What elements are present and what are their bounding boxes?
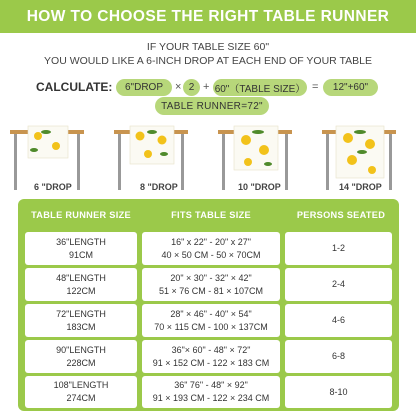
- table-row-fit: [142, 376, 280, 408]
- table-size-pill: 60"（TABLE SIZE）: [213, 79, 307, 96]
- size-table: [18, 199, 399, 411]
- table-leg: [181, 134, 184, 190]
- table-row-size: [25, 376, 137, 408]
- result-pill: TABLE RUNNER=72": [155, 97, 269, 115]
- size-length: 72"LENGTH: [56, 308, 106, 319]
- table-leg: [389, 134, 392, 190]
- leaf-icon: [160, 152, 168, 156]
- lemon-icon: [347, 155, 357, 165]
- leaf-icon: [30, 148, 38, 152]
- size-length: 36"LENGTH: [56, 236, 106, 247]
- table-leg: [222, 134, 225, 190]
- plus-sign: +: [203, 81, 210, 93]
- table-row-persons: [285, 232, 392, 265]
- drop-label-8: 8 "DROP: [140, 182, 178, 192]
- header-persons: PERSONS SEATED: [296, 210, 386, 220]
- lemon-icon: [158, 136, 167, 145]
- lemon-icon: [368, 166, 376, 174]
- title-banner: [0, 0, 416, 33]
- lemon-icon: [241, 135, 251, 145]
- page-title: HOW TO CHOOSE THE RIGHT TABLE RUNNER: [26, 7, 390, 25]
- multiplier-circle: 2: [183, 79, 200, 96]
- table-row-persons: [285, 340, 392, 373]
- table-row-fit: [142, 268, 280, 301]
- table-leg: [14, 134, 17, 190]
- table-row-fit: [142, 340, 280, 373]
- drop-label-6: 6 "DROP: [34, 182, 72, 192]
- lemon-icon: [343, 133, 353, 143]
- table-row-size: [25, 232, 137, 265]
- size-cm: 274CM: [66, 393, 96, 403]
- calculate-label: CALCULATE:: [36, 80, 113, 94]
- size-length: 108"LENGTH: [53, 380, 109, 390]
- lemon-icon: [34, 132, 42, 140]
- fit-inches: 36" 76" - 48" × 92": [174, 380, 248, 390]
- equals-sign: =: [312, 81, 319, 93]
- leaf-icon: [354, 130, 366, 134]
- fit-cm: 91 × 193 CM - 122 × 234 CM: [152, 393, 270, 403]
- table-row-size: [25, 268, 137, 301]
- table-row-size: [25, 304, 137, 337]
- leaf-icon: [264, 162, 272, 166]
- fit-cm: 70 × 115 CM - 100 × 137CM: [154, 321, 268, 332]
- lemon-icon: [365, 139, 375, 149]
- leaf-icon: [41, 130, 51, 134]
- persons-seated: 8-10: [329, 386, 348, 397]
- persons-seated: 2-4: [331, 279, 345, 289]
- persons-seated: 1-2: [331, 243, 345, 253]
- size-cm: 91CM: [68, 249, 93, 260]
- fit-cm: 91 × 152 CM - 122 × 183 CM: [152, 357, 270, 368]
- header-runner-size: TABLE RUNNER SIZE: [31, 210, 131, 220]
- lemon-icon: [144, 150, 152, 158]
- fit-inches: 20" × 30" - 32" × 42": [170, 272, 252, 283]
- persons-seated: 6-8: [331, 351, 345, 361]
- fit-inches: 16" x 22" - 20" x 27": [171, 236, 251, 247]
- table-row-persons: [285, 376, 392, 408]
- size-cm: 122CM: [66, 285, 96, 296]
- table-row-fit: [142, 232, 280, 265]
- table-leg: [118, 134, 121, 190]
- fit-inches: 28" × 46" - 40" × 54": [170, 308, 252, 319]
- sum-pill: 12"+60": [323, 79, 378, 96]
- leaf-icon: [252, 130, 264, 134]
- drop-label-14: 14 "DROP: [339, 182, 382, 192]
- fit-cm: 40 × 50 CM - 50 × 70CM: [161, 249, 261, 260]
- table-header: [18, 199, 399, 232]
- table-leg: [326, 134, 329, 190]
- table-leg: [285, 134, 288, 190]
- table-row-persons: [285, 304, 392, 337]
- lemon-icon: [52, 142, 60, 150]
- drop-pill: 6"DROP: [116, 79, 172, 96]
- table-row-fit: [142, 304, 280, 337]
- size-length: 48"LENGTH: [56, 272, 106, 283]
- size-cm: 228CM: [66, 357, 96, 368]
- table-row-persons: [285, 268, 392, 301]
- lemon-icon: [136, 132, 145, 141]
- lemon-icon: [244, 158, 252, 166]
- size-cm: 183CM: [66, 321, 96, 332]
- leaf-icon: [147, 130, 157, 134]
- leaf-icon: [357, 150, 367, 154]
- fit-cm: 51 × 76 CM - 81 × 107CM: [158, 285, 264, 296]
- persons-seated: 4-6: [331, 315, 345, 325]
- intro-line-2: YOU WOULD LIKE A 6-INCH DROP AT EACH END OF YOUR TABLE: [44, 55, 372, 67]
- lemon-icon: [259, 145, 269, 155]
- table-row-size: [25, 340, 137, 373]
- fit-inches: 36"× 60" - 48" × 72": [171, 344, 251, 355]
- table-leg: [77, 134, 80, 190]
- header-fits-table: FITS TABLE SIZE: [171, 210, 251, 220]
- calculation-row: [0, 77, 416, 99]
- intro-line-1: IF YOUR TABLE SIZE 60": [146, 41, 270, 53]
- size-length: 90"LENGTH: [56, 344, 106, 355]
- times-sign: ×: [175, 81, 182, 93]
- drop-label-10: 10 "DROP: [238, 182, 281, 192]
